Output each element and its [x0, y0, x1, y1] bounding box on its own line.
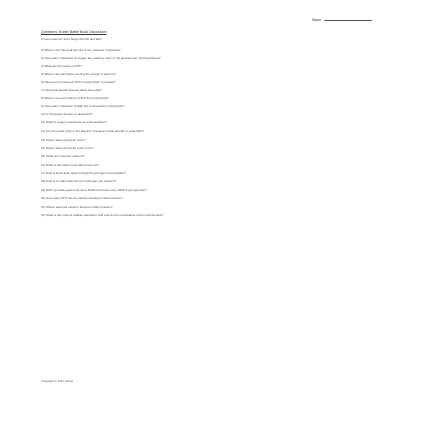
name-label: Name: [312, 18, 322, 22]
question-item: 13) Where does glycolysis occur? [41, 138, 86, 142]
question-item: 20) How many ATP can the electron transport chain produce? [41, 196, 123, 200]
question-item: 12) Are the levels cycle in the Electron Transport Chain aerobic or anaerobic? [41, 129, 144, 133]
name-field [312, 18, 372, 22]
question-item: 18) How is it made when there is hydrogen per reaction? [41, 179, 117, 183]
question-item: 4) What are the inputs of ATP? [41, 64, 82, 68]
question-item: 14) Where does the Krebs cycle occur? [41, 146, 94, 150]
question-item: 7) Glycolysis breaks glucose down into what? [41, 88, 102, 92]
worksheet-title: Questions: Butter Battle Book Discussion [41, 30, 107, 34]
question-item: 11) What is oxygen mentioned as a fermentation? [41, 120, 107, 124]
question-item: 17) How is lactic acid made through the glycogen fermentation? [41, 171, 126, 175]
question-item: 10) Is Glycolysis aerobic or anaerobic? [41, 112, 93, 116]
name-line [324, 20, 372, 21]
question-item: 15) What are enzymes made of? [41, 154, 85, 158]
question-item: 21) Where does the electron transport chain function? [41, 205, 113, 209]
copyright-footer: Copyright © 2017 Name [41, 379, 74, 383]
question-item: 6) Glucose is formed into ATP through which 3 process? [41, 80, 116, 84]
question-item: 5) What is the cell where we sing the energy of glucose? [41, 72, 117, 76]
question-item: 8) What is the end product of ATP from Glycolysis? [41, 96, 109, 100]
question-item: 22) What is the cycle of cellular respiration and how do the membranes of the mitochondria? [41, 213, 164, 217]
question-item: 9) How many molecules of ADP are produced from Glycolysis? [41, 104, 125, 108]
question-item: 1) How does the story begin the first and last? [41, 37, 103, 41]
question-item: 16) What is the Krebs cycle also known as? [41, 163, 100, 167]
question-item: 3) How many molecules of oxygen are made by each of the glucose from photosynthesis? [41, 56, 161, 60]
question-item: 2) What is the chemical formula of the molecule of glucose? [41, 48, 121, 52]
question-item: 19) Each pyruvate goes how many NADH and how many FADH2 per pyruvate? [41, 188, 147, 192]
